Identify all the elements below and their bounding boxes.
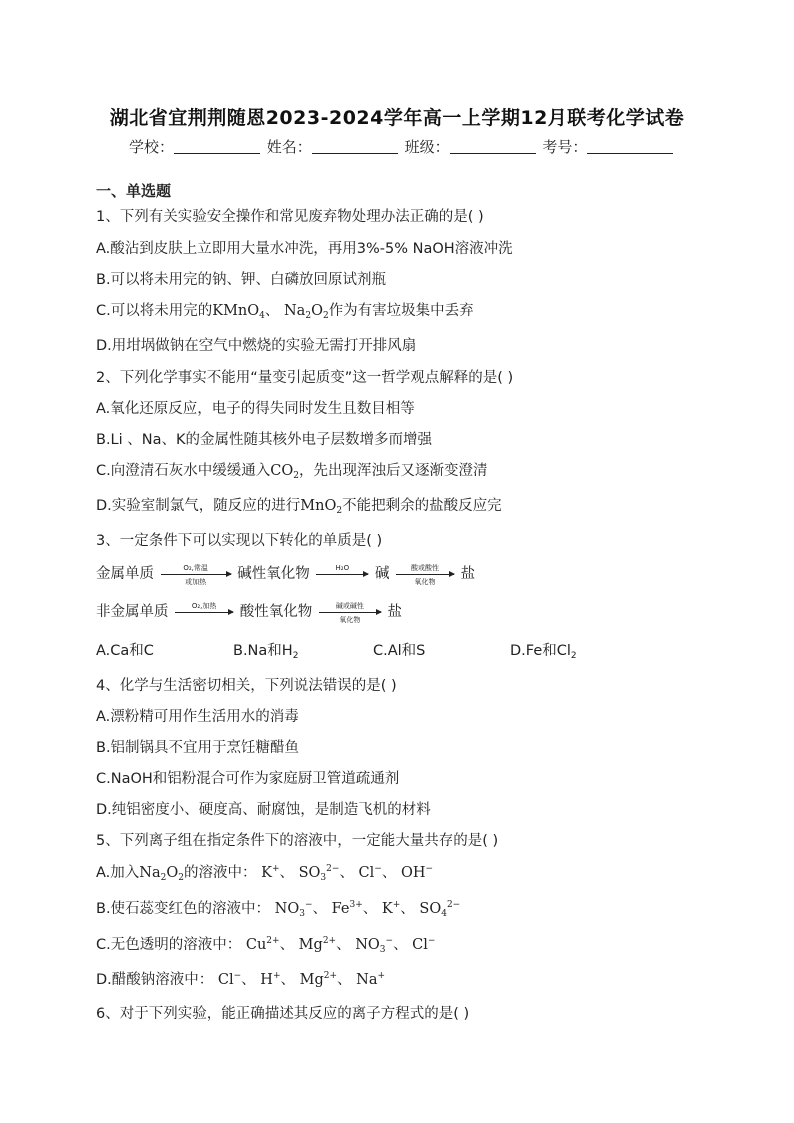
q3-option-a: A.Ca和C bbox=[96, 643, 154, 659]
class-label: 班级： bbox=[404, 138, 450, 156]
student-info-row bbox=[129, 136, 675, 157]
q2-option-c: C.向澄清石灰水中缓缓通入$CO_2$，先出现浑浊后又逐渐变澄清 bbox=[96, 463, 488, 481]
q5-stem: 5、下列离子组在指定条件下的溶液中，一定能大量共存的是( ) bbox=[96, 833, 499, 849]
q3-conversion-row-nonmetal: 非金属单质 O₂,加热 酸性氧化物 碱或碱性 氧化物 盐 bbox=[96, 601, 402, 624]
q3-stem: 3、一定条件下可以实现以下转化的单质是( ) bbox=[96, 533, 383, 549]
q1-option-a: A.酸沾到皮肤上立即用大量水冲洗，再用3%-5% NaOH溶液冲洗 bbox=[96, 241, 513, 257]
reaction-arrow-icon: 碱或碱性 氧化物 bbox=[319, 612, 381, 613]
name-label: 姓名： bbox=[266, 138, 312, 156]
page-title: 湖北省宜荆荆随恩2023-2024学年高一上学期12月联考化学试卷 bbox=[109, 107, 685, 129]
exam-number-blank[interactable] bbox=[587, 139, 673, 154]
q5-option-b: B.使石蕊变红色的溶液中： $NO_3^-$、 $Fe^{3+}$、 K+、 $SO_4^{2-}$ bbox=[96, 900, 461, 919]
name-blank[interactable] bbox=[312, 139, 398, 154]
q4-option-c: C.NaOH和铝粉混合可作为家庭厨卫管道疏通剂 bbox=[96, 771, 400, 787]
q5-option-a: A.加入$Na_2O_2$的溶液中： K+、 $SO_3^{2-}$、 Cl−、 OH− bbox=[96, 864, 434, 883]
school-label: 学校： bbox=[129, 138, 175, 156]
q5-option-d: D.醋酸钠溶液中： Cl−、 H+、 $Mg^{2+}$、 Na+ bbox=[96, 971, 386, 988]
q3-option-c: C.Al和S bbox=[373, 643, 426, 659]
q4-option-d: D.纯铝密度小、硬度高、耐腐蚀，是制造飞机的材料 bbox=[96, 802, 431, 818]
q2-stem: 2、下列化学事实不能用“量变引起质变”这一哲学观点解释的是( ) bbox=[96, 370, 514, 386]
class-blank[interactable] bbox=[450, 139, 536, 154]
q2-option-b: B.Li 、Na、K的金属性随其核外电子层数增多而增强 bbox=[96, 432, 433, 448]
q1-option-b: B.可以将未用完的钠、钾、白磷放回原试剂瓶 bbox=[96, 272, 387, 288]
school-blank[interactable] bbox=[174, 139, 260, 154]
q4-option-a: A.漂粉精可用作生活用水的消毒 bbox=[96, 709, 299, 725]
section-heading: 一、单选题 bbox=[96, 182, 172, 200]
q4-option-b: B.铝制锅具不宜用于烹饪糖醋鱼 bbox=[96, 740, 300, 756]
q5-option-c: C.无色透明的溶液中： $Cu^{2+}$、 $Mg^{2+}$、 $NO_3^-$、 Cl− bbox=[96, 936, 436, 955]
reaction-arrow-icon: 酸或酸性 氧化物 bbox=[396, 574, 454, 575]
exam-number-label: 考号： bbox=[542, 138, 588, 156]
reaction-arrow-icon: O₂,加热 bbox=[175, 612, 233, 613]
q6-stem: 6、对于下列实验，能正确描述其反应的离子方程式的是( ) bbox=[96, 1006, 470, 1022]
q3-option-b: B.Na和$H_2$ bbox=[233, 643, 299, 661]
q2-option-d: D.实验室制氯气，随反应的进行MnO$_2$不能把剩余的盐酸反应完 bbox=[96, 498, 502, 516]
q1-stem: 1、下列有关实验安全操作和常见废弃物处理办法正确的是( ) bbox=[96, 209, 484, 225]
q3-option-d: D.Fe和$Cl_2$ bbox=[510, 643, 577, 661]
q1-option-c: C.可以将未用完的KMnO$_4$、 $Na_2O_2$作为有害垃圾集中丢弃 bbox=[96, 303, 474, 321]
reaction-arrow-icon: H₂O bbox=[316, 574, 368, 575]
q2-option-a: A.氧化还原反应，电子的得失同时发生且数目相等 bbox=[96, 401, 415, 417]
q3-conversion-row-metal: 金属单质 O₂,常温 或加热 碱性氧化物 H₂O 碱 酸或酸性 氧化物 盐 bbox=[96, 563, 476, 586]
q4-stem: 4、化学与生活密切相关，下列说法错误的是( ) bbox=[96, 678, 397, 694]
reaction-arrow-icon: O₂,常温 或加热 bbox=[161, 574, 231, 575]
q1-option-d: D.用坩埚做钠在空气中燃烧的实验无需打开排风扇 bbox=[96, 338, 417, 354]
